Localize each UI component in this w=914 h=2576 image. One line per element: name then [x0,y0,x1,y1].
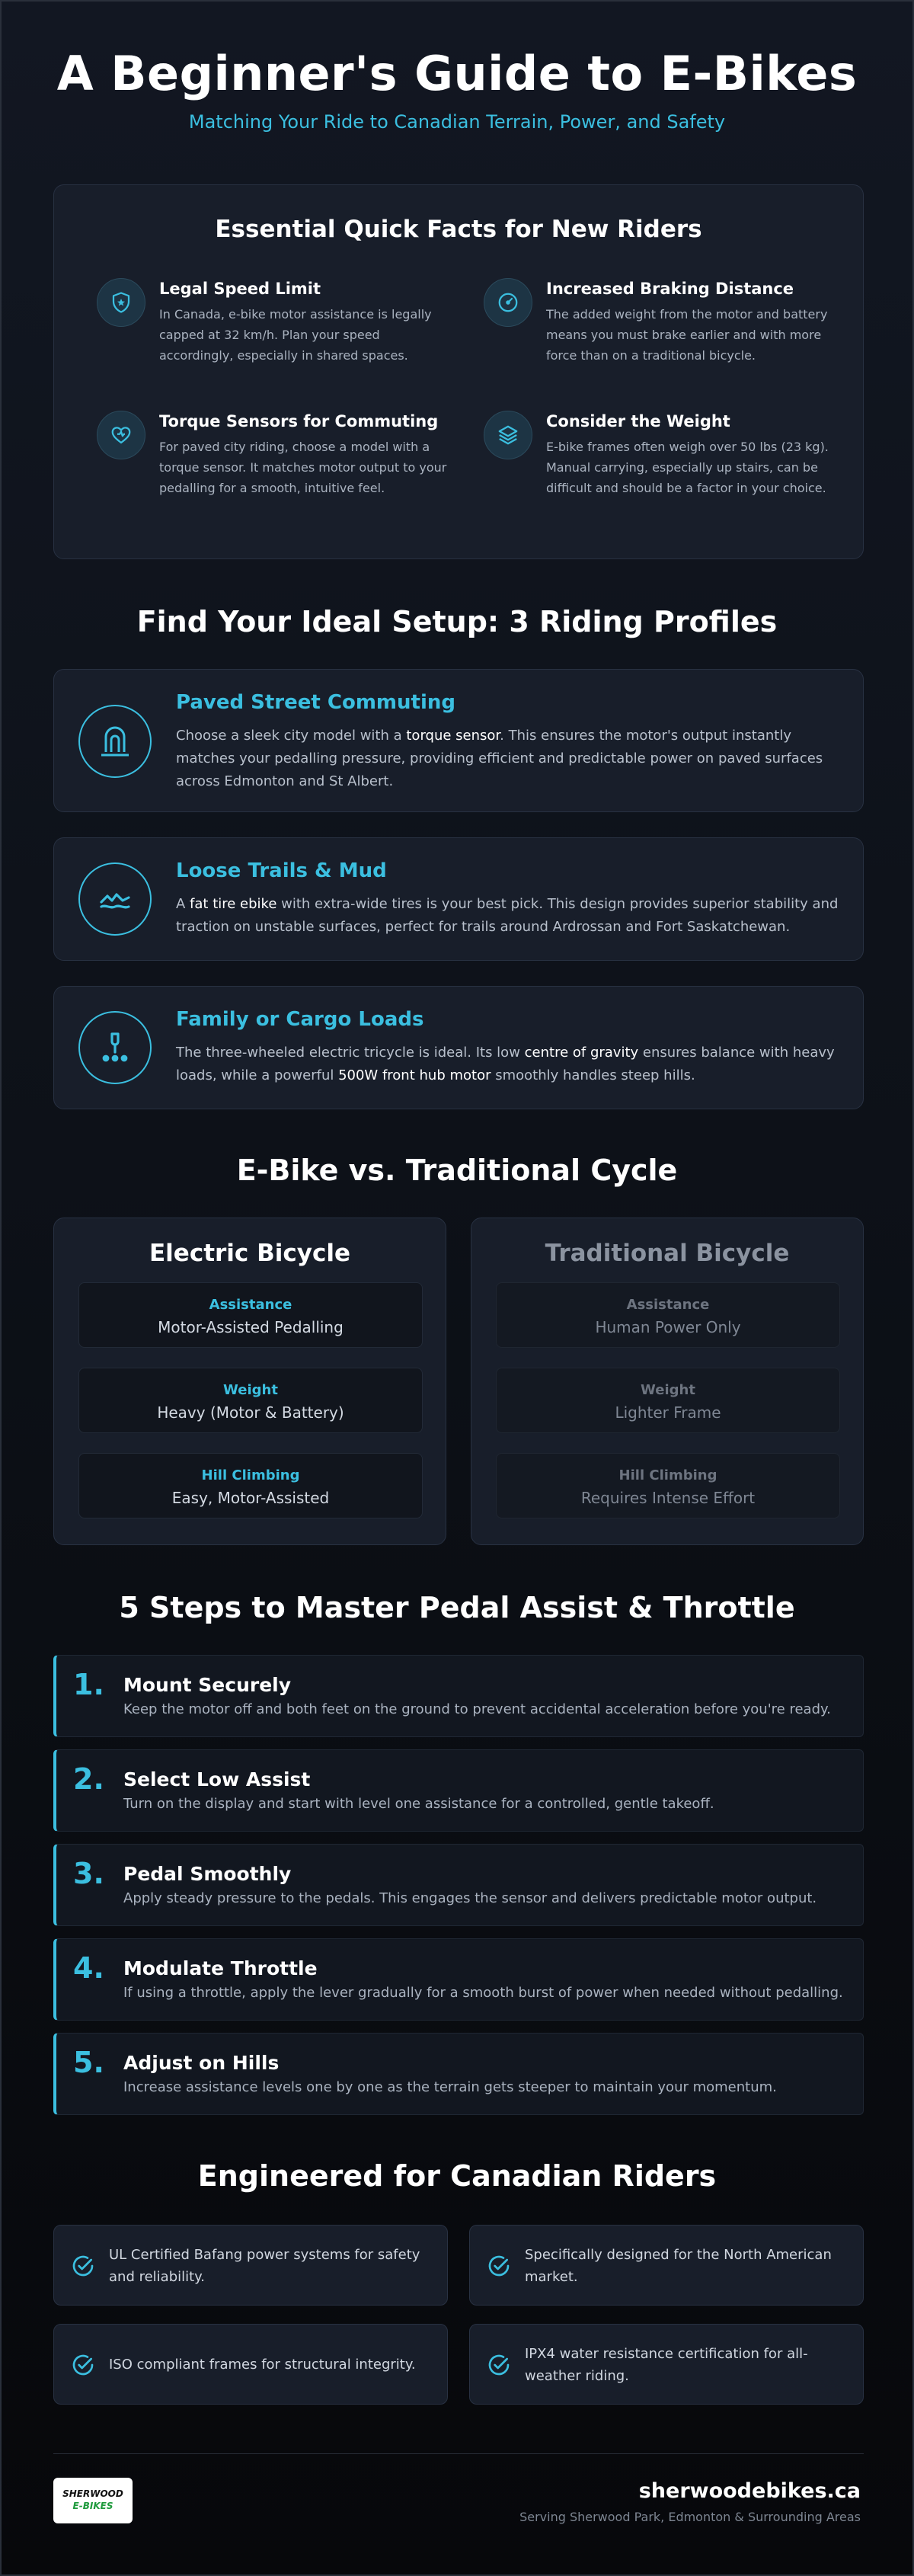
profile-highlight: 500W front hub motor [338,1067,491,1083]
profile-highlight: centre of gravity [524,1045,639,1061]
comparison-label: Weight [223,1382,278,1398]
shield-icon [97,278,145,327]
comparison-value: Human Power Only [595,1318,741,1336]
step-body: Apply steady pressure to the pedals. This engages the sensor and delivers predictable motor output. [123,1890,817,1906]
profile-paved-commuting [53,669,864,812]
comparison-row [78,1282,423,1348]
profile-body: A fat tire ebike with extra-wide tires is your best pick. This design provides superior stability and traction on unstable surfaces, perfect for trails around Ardrossan and Fort Saskatchewan. [176,896,839,935]
profiles-title: Find Your Ideal Setup: 3 Riding Profiles [136,605,778,638]
step-body: Keep the motor off and both feet on the ground to prevent accidental acceleration before you're ready. [123,1701,831,1717]
step-title: Adjust on Hills [123,2052,280,2074]
certification-item [469,2225,864,2306]
comparison-row [496,1282,840,1348]
step-item [53,1655,864,1737]
check-circle-icon [487,2254,511,2278]
fact-title: Legal Speed Limit [159,280,321,298]
step-number: 5. [73,2046,104,2079]
step-item [53,1844,864,1926]
step-item [53,1749,864,1832]
step-title: Select Low Assist [123,1768,311,1790]
profile-title: Paved Street Commuting [176,691,455,714]
heart-icon [97,411,145,459]
profile-body: The three-wheeled electric tricycle is ideal. Its low centre of gravity ensures balance with heavy loads, while a powerful 500W front hub motor smoothly handles steep hills. [176,1045,835,1083]
comparison-value: Lighter Frame [615,1403,721,1422]
traditional-bicycle-title: Traditional Bicycle [545,1240,790,1267]
step-item [53,2033,864,2115]
check-circle-icon [71,2353,95,2377]
certification-text: Specifically designed for the North American market. [525,2247,832,2285]
check-circle-icon [487,2353,511,2377]
comparison-label: Assistance [209,1297,292,1313]
quick-facts-card [53,184,864,559]
comparison-value: Motor-Assisted Pedalling [158,1318,344,1336]
page-subtitle: Matching Your Ride to Canadian Terrain, Power, and Safety [188,111,726,133]
profile-body: Choose a sleek city model with a torque sensor. This ensures the motor's output instantly matches your pedalling pressure, providing efficient and predictable power on paved surfaces across Edmonton and St Albert. [176,728,823,789]
certification-text: UL Certified Bafang power systems for safety and reliability. [109,2247,420,2285]
logo-text-top: SHERWOOD [62,2488,123,2499]
footer-divider [53,2453,864,2454]
fact-title: Increased Braking Distance [546,280,794,298]
comparison-row [496,1368,840,1433]
comparison-row [78,1453,423,1518]
check-circle-icon [71,2254,95,2278]
step-title: Pedal Smoothly [123,1863,292,1885]
profile-loose-trails [53,837,864,961]
certification-item [469,2324,864,2405]
profile-title: Loose Trails & Mud [176,859,387,882]
profile-highlight: fat tire ebike [190,896,277,912]
website-link[interactable]: sherwoodebikes.ca [638,2479,861,2503]
step-number: 1. [73,1668,104,1701]
fact-body: For paved city riding, choose a model with a torque sensor. It matches motor output to your pedalling for a smooth, intuitive feel. [159,440,447,495]
comparison-label: Hill Climbing [618,1467,717,1483]
comparison-title: E-Bike vs. Traditional Cycle [236,1154,678,1187]
traditional-bicycle-card [471,1218,864,1545]
step-body: If using a throttle, apply the lever gradually for a smooth burst of power when needed without pedalling. [123,1985,843,2001]
fact-body: The added weight from the motor and battery means you must brake earlier and with more force than on a traditional bicycle. [546,307,828,363]
comparison-value: Requires Intense Effort [580,1489,756,1507]
brand-logo[interactable] [53,2478,133,2523]
gauge-icon [484,278,532,327]
fact-body: E-bike frames often weigh over 50 lbs (23 kg). Manual carrying, especially up stairs, can be difficult and should be a factor in your choice. [546,440,829,495]
comparison-row [496,1453,840,1518]
comparison-value: Easy, Motor-Assisted [171,1489,330,1507]
steps-title: 5 Steps to Master Pedal Assist & Throttle [119,1591,795,1624]
electric-bicycle-title: Electric Bicycle [149,1240,350,1267]
comparison-label: Weight [641,1382,695,1398]
step-number: 4. [73,1951,104,1985]
step-body: Turn on the display and start with level one assistance for a controlled, gentle takeoff. [123,1796,714,1812]
certification-text: ISO compliant frames for structural integrity. [109,2357,416,2373]
quick-facts-title: Essential Quick Facts for New Riders [215,216,702,243]
step-item [53,1938,864,2021]
fact-title: Torque Sensors for Commuting [159,412,439,430]
page-title: A Beginner's Guide to E-Bikes [56,46,858,101]
comparison-row [78,1368,423,1433]
comparison-label: Assistance [626,1297,710,1313]
profile-title: Family or Cargo Loads [176,1008,424,1031]
step-body: Increase assistance levels one by one as the terrain gets steeper to maintain your momentum. [123,2079,777,2095]
footer-tagline: Serving Sherwood Park, Edmonton & Surrounding Areas [519,2510,861,2524]
electric-bicycle-card [53,1218,446,1545]
engineered-title: Engineered for Canadian Riders [197,2159,717,2193]
certification-item [53,2324,448,2405]
certification-item [53,2225,448,2306]
step-title: Mount Securely [123,1674,292,1696]
wave-icon [78,862,152,936]
fact-title: Consider the Weight [546,412,730,430]
logo-text-bottom: E-BIKES [72,2501,113,2511]
comparison-label: Hill Climbing [201,1467,300,1483]
certification-text: IPX4 water resistance certification for all-weather riding. [525,2346,808,2384]
comparison-value: Heavy (Motor & Battery) [157,1403,344,1422]
arch-icon [78,705,152,778]
profile-highlight: torque sensor [406,728,500,744]
step-number: 2. [73,1762,104,1796]
step-title: Modulate Throttle [123,1957,318,1979]
fact-body: In Canada, e-bike motor assistance is legally capped at 32 km/h. Plan your speed accordingly, especially in shared spaces. [159,307,432,363]
layers-icon [484,411,532,459]
profile-family-cargo [53,986,864,1109]
step-number: 3. [73,1857,104,1890]
wrench-icon [78,1011,152,1084]
